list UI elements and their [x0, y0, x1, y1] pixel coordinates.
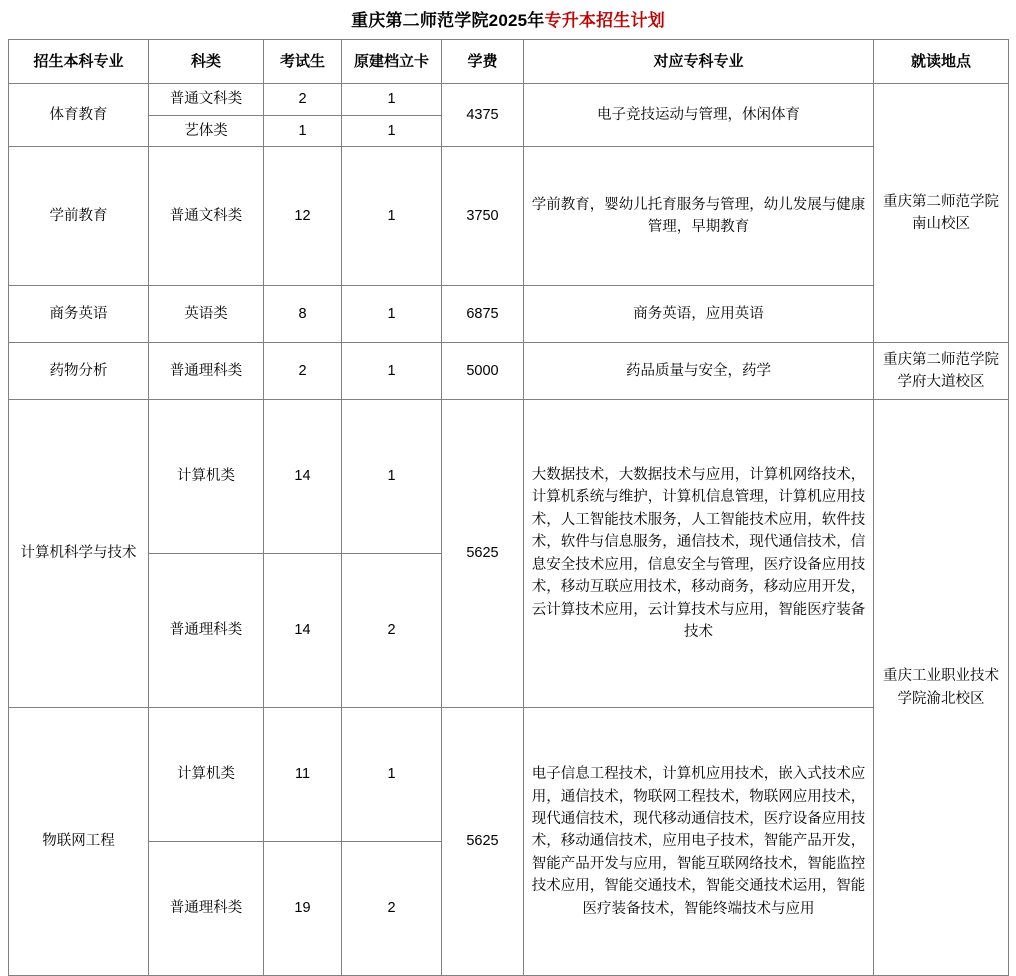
cell-poverty-card: 1	[342, 115, 442, 146]
cell-campus: 重庆第二师范学院学府大道校区	[874, 343, 1009, 400]
table-row	[9, 708, 1009, 842]
table-row	[9, 286, 1009, 343]
cell-poverty-card: 1	[342, 84, 442, 115]
cell-major: 学前教育	[9, 147, 149, 286]
cell-poverty-card: 1	[342, 147, 442, 286]
cell-exam-count: 14	[264, 554, 342, 708]
cell-tuition: 6875	[442, 286, 524, 343]
cell-tuition: 5000	[442, 343, 524, 400]
cell-major: 体育教育	[9, 84, 149, 147]
cell-tuition: 5625	[442, 708, 524, 976]
cell-category: 普通理科类	[149, 554, 264, 708]
cell-major: 商务英语	[9, 286, 149, 343]
cell-poverty-card: 1	[342, 343, 442, 400]
cell-category: 普通理科类	[149, 842, 264, 976]
cell-exam-count: 2	[264, 343, 342, 400]
cell-tuition: 4375	[442, 84, 524, 147]
cell-tuition: 5625	[442, 400, 524, 708]
column-header-exam-count: 考试生	[264, 40, 342, 84]
cell-category: 普通文科类	[149, 84, 264, 115]
cell-major: 物联网工程	[9, 708, 149, 976]
column-header-major: 招生本科专业	[9, 40, 149, 84]
page-title	[0, 0, 1016, 39]
cell-corresponding-major: 大数据技术，大数据技术与应用，计算机网络技术，计算机系统与维护，计算机信息管理，计算机应用技术，人工智能技术服务，人工智能技术应用，软件技术，软件与信息服务，通信技术，现代通信技术，信息安全技术应用，信息安全与管理，医疗设备应用技术，移动互联应用技术，移动商务，移动应用开发，云计算技术应用，云计算技术与应用，智能医疗装备技术	[524, 400, 874, 708]
cell-corresponding-major: 商务英语，应用英语	[524, 286, 874, 343]
cell-major: 计算机科学与技术	[9, 400, 149, 708]
cell-corresponding-major: 学前教育，婴幼儿托育服务与管理，幼儿发展与健康管理，早期教育	[524, 147, 874, 286]
column-header-corresponding-major: 对应专科专业	[524, 40, 874, 84]
column-header-category: 科类	[149, 40, 264, 84]
cell-poverty-card: 1	[342, 400, 442, 554]
admission-plan-table	[8, 39, 1009, 976]
cell-poverty-card: 2	[342, 554, 442, 708]
cell-corresponding-major: 电子信息工程技术，计算机应用技术，嵌入式技术应用，通信技术，物联网工程技术，物联网应用技术，现代通信技术，现代移动通信技术，医疗设备应用技术，移动通信技术，应用电子技术，智能产品开发，智能产品开发与应用，智能互联网络技术，智能监控技术应用，智能交通技术，智能交通技术运用，智能医疗装备技术，智能终端技术与应用	[524, 708, 874, 976]
cell-exam-count: 14	[264, 400, 342, 554]
page-title-prefix: 重庆第二师范学院2025年	[351, 11, 545, 30]
cell-category: 计算机类	[149, 708, 264, 842]
cell-exam-count: 11	[264, 708, 342, 842]
cell-corresponding-major: 药品质量与安全，药学	[524, 343, 874, 400]
cell-category: 英语类	[149, 286, 264, 343]
column-header-campus: 就读地点	[874, 40, 1009, 84]
cell-exam-count: 19	[264, 842, 342, 976]
page-title-highlight: 专升本招生计划	[544, 11, 665, 30]
cell-exam-count: 1	[264, 115, 342, 146]
cell-exam-count: 12	[264, 147, 342, 286]
cell-category: 计算机类	[149, 400, 264, 554]
table-row	[9, 343, 1009, 400]
cell-corresponding-major: 电子竞技运动与管理，休闲体育	[524, 84, 874, 147]
cell-exam-count: 8	[264, 286, 342, 343]
table-row	[9, 400, 1009, 554]
table-row	[9, 84, 1009, 115]
table-row	[9, 147, 1009, 286]
cell-exam-count: 2	[264, 84, 342, 115]
cell-category: 艺体类	[149, 115, 264, 146]
cell-tuition: 3750	[442, 147, 524, 286]
table-header-row	[9, 40, 1009, 84]
cell-category: 普通文科类	[149, 147, 264, 286]
cell-campus: 重庆第二师范学院南山校区	[874, 84, 1009, 343]
cell-major: 药物分析	[9, 343, 149, 400]
cell-category: 普通理科类	[149, 343, 264, 400]
cell-poverty-card: 2	[342, 842, 442, 976]
column-header-poverty-card: 原建档立卡	[342, 40, 442, 84]
cell-poverty-card: 1	[342, 708, 442, 842]
column-header-tuition: 学费	[442, 40, 524, 84]
cell-poverty-card: 1	[342, 286, 442, 343]
cell-campus: 重庆工业职业技术学院渝北校区	[874, 400, 1009, 976]
